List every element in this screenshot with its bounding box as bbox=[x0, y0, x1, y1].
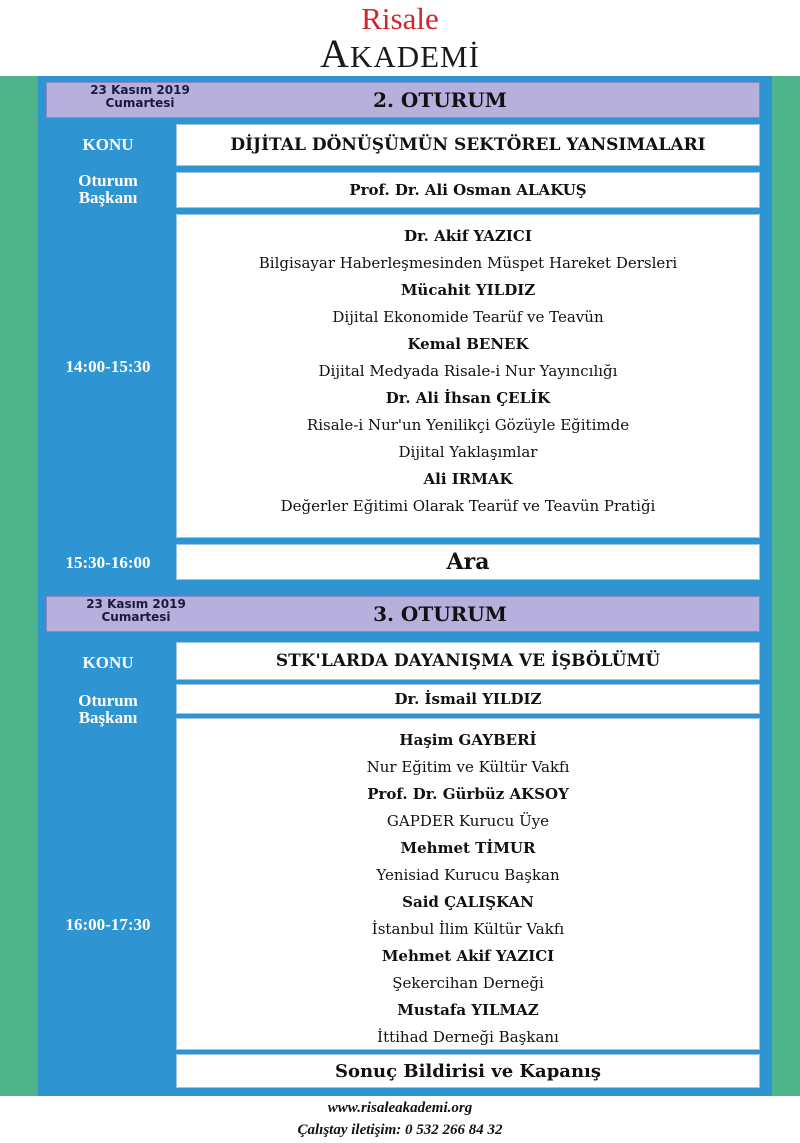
talk-speaker: Said ÇALIŞKAN bbox=[402, 893, 534, 911]
talk-speaker: Mustafa YILMAZ bbox=[397, 1001, 539, 1019]
logo-akademi-text bbox=[0, 32, 800, 79]
talk-topic: Dijital Ekonomide Tearüf ve Teavün bbox=[332, 308, 604, 326]
session-3-date-day: 23 Kasım 2019 bbox=[86, 597, 186, 611]
session-3-date bbox=[46, 598, 226, 624]
logo-akademi-rest: KADEMİ bbox=[349, 39, 480, 74]
session-2-date-weekday: Cumartesi bbox=[105, 96, 175, 110]
talk-speaker: Ali IRMAK bbox=[423, 470, 513, 488]
session-3-chair-label-line2: Başkanı bbox=[78, 708, 138, 727]
session-2-chair-label-line2: Başkanı bbox=[78, 188, 138, 207]
talk-topic: Bilgisayar Haberleşmesinden Müspet Hareket Dersleri bbox=[258, 254, 678, 272]
session-3-konu-label: KONU bbox=[82, 652, 134, 672]
session-2-konu-label: KONU bbox=[82, 134, 134, 154]
session-2-chair-name: Prof. Dr. Ali Osman ALAKUŞ bbox=[176, 172, 760, 208]
session-2-date bbox=[46, 84, 234, 110]
session-2-time: 14:00-15:30 bbox=[65, 356, 151, 376]
talk-topic: Risale-i Nur'un Yenilikçi Gözüyle Eğitimde bbox=[306, 416, 630, 434]
session-3-title: 3. OTURUM bbox=[373, 602, 507, 626]
session-2-title: 2. OTURUM bbox=[373, 88, 507, 112]
session-3-date-weekday: Cumartesi bbox=[101, 610, 171, 624]
session-2-theme: DİJİTAL DÖNÜŞÜMÜN SEKTÖREL YANSIMALARI bbox=[176, 124, 760, 166]
session-3-time: 16:00-17:30 bbox=[65, 914, 151, 934]
talk-topic: Nur Eğitim ve Kültür Vakfı bbox=[366, 758, 570, 776]
talk-topic: Dijital Yaklaşımlar bbox=[398, 443, 538, 461]
session-2-chair-label-line1: Oturum bbox=[78, 171, 138, 190]
closing-ceremony: Sonuç Bildirisi ve Kapanış bbox=[176, 1054, 760, 1088]
break-label: Ara bbox=[176, 544, 760, 580]
talk-speaker: Haşim GAYBERİ bbox=[399, 731, 537, 749]
talk-speaker: Mehmet TİMUR bbox=[400, 839, 536, 857]
talk-topic: İstanbul İlim Kültür Vakfı bbox=[371, 920, 565, 938]
talk-topic: Değerler Eğitimi Olarak Tearüf ve Teavün Pratiği bbox=[280, 497, 656, 515]
session-3-talks-box bbox=[176, 718, 760, 1050]
talk-speaker: Prof. Dr. Gürbüz AKSOY bbox=[367, 785, 569, 803]
break-time: 15:30-16:00 bbox=[65, 552, 151, 572]
talk-topic: GAPDER Kurucu Üye bbox=[386, 812, 550, 830]
website-link[interactable]: www.risaleakademi.org bbox=[327, 1100, 473, 1116]
talk-speaker: Kemal BENEK bbox=[407, 335, 529, 353]
session-2-chair-label bbox=[46, 172, 170, 206]
logo-akademi-cap: A bbox=[320, 31, 350, 76]
left-green-band bbox=[0, 76, 38, 1096]
talk-topic: Şekercihan Derneği bbox=[392, 974, 544, 992]
session-3-chair-name: Dr. İsmail YILDIZ bbox=[176, 684, 760, 714]
talk-topic: Yenisiad Kurucu Başkan bbox=[376, 866, 560, 884]
session-3-theme: STK'LARDA DAYANIŞMA VE İŞBÖLÜMÜ bbox=[176, 642, 760, 680]
right-green-band bbox=[772, 76, 800, 1096]
contact-phone: Çalıştay iletişim: 0 532 266 84 32 bbox=[297, 1122, 503, 1138]
logo-risale-text: Risale bbox=[361, 1, 439, 36]
session-2-date-day: 23 Kasım 2019 bbox=[90, 83, 190, 97]
talk-topic: Dijital Medyada Risale-i Nur Yayıncılığı bbox=[318, 362, 618, 380]
talk-speaker: Mehmet Akif YAZICI bbox=[381, 947, 555, 965]
talk-topic: İttihad Derneği Başkanı bbox=[377, 1028, 559, 1046]
talk-speaker: Mücahit YILDIZ bbox=[400, 281, 536, 299]
session-2-talks-box bbox=[176, 214, 760, 538]
session-3-chair-label-line1: Oturum bbox=[78, 691, 138, 710]
talk-speaker: Dr. Akif YAZICI bbox=[404, 227, 532, 245]
talk-speaker: Dr. Ali İhsan ÇELİK bbox=[385, 389, 551, 407]
session-3-chair-label bbox=[46, 692, 170, 726]
